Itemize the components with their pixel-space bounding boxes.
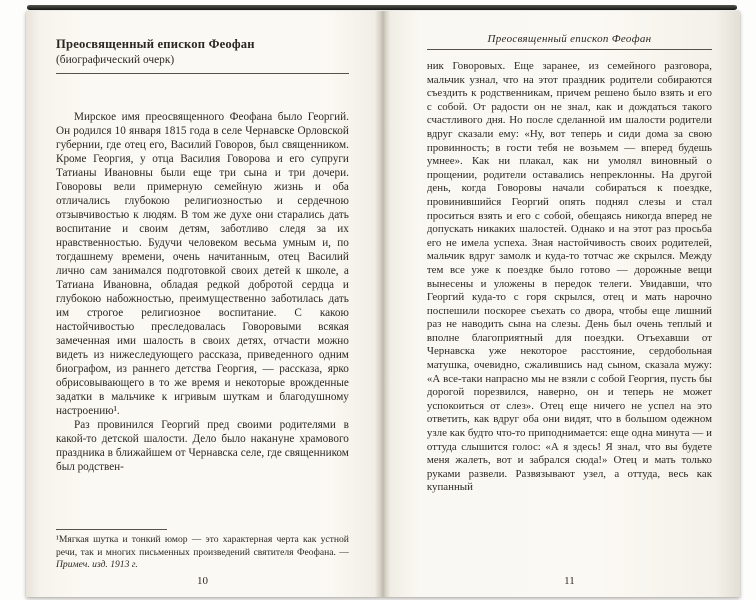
header-rule <box>56 73 349 74</box>
header-rule <box>427 49 712 50</box>
book-gutter <box>375 11 391 597</box>
footnote <box>56 529 349 571</box>
page-right <box>391 11 740 597</box>
page-number-right: 11 <box>564 575 575 587</box>
open-book <box>26 5 740 597</box>
book-cover-top-edge <box>27 5 737 10</box>
paragraph: Мирское имя преосвященного Феофана было Георгий. Он родился 10 января 1815 года в селе Чернавске Орловской губернии, где отец его, Василий Говоров, был священником. Кроме Георгия, у отца Василия Говорова и его супруги Татианы Ивановны были еще три сына и три дочери. Говоровы вели примерную семейную жизнь и оба отличались глубокою религиозностью и сердечною отзывчивостью к людям. В том же духе они старались дать воспитание и своим детям, заботливо следя за их нравственностью. Будучи человеком весьма умным и, по тогдашнему времени, очень начитанным, отец Василий лично сам занимался подготовкой своих детей к школе, а Татиана Ивановна, обладая редкой добротой сердца и глубокою набожностью, преимущественно заботилась дать им строгое религиозное воспитание. С какою настойчивостью преследовалась Говоровыми всякая замеченная ими шалость в своих детях, отчасти можно видеть из нижеследующего рассказа, приведенного одним биографом, из раннего детства Георгия, — рассказа, ярко обрисовывающего в то же время и некоторые врожденные задатки в мальчике к игривым шуткам и благодушному настроению¹. <box>56 111 349 417</box>
running-header <box>427 33 712 50</box>
footnote-text: ¹Мягкая шутка и тонкий юмор — это характерная черта как устной речи, так и многих письменных произведений святителя Феофана. — <box>56 534 349 558</box>
page-body <box>427 60 712 571</box>
chapter-subtitle: (биографический очерк) <box>56 54 175 66</box>
page-left <box>26 11 375 597</box>
chapter-header <box>56 37 349 74</box>
paragraph: ник Говоровых. Еще заранее, из семейного разговора, мальчик узнал, что на этот праздник родители собираются съездить к родственникам, причем решено было взять и его с собой. От радости он не знал, как и дождаться такого счастливого дня. Но после сделанной им шалости родители вдруг сказали ему: «Ну, вот теперь и сиди дома за свою провинность; в гости тебя не возьмем — вперед будешь умнее». Как ни плакал, как ни умолял виновный о прощении, родители оставались непреклонны. На другой день, когда Говоровы начали собираться к поездке, провинившийся Георгий опять поднял слезы и стал проситься взять и его с собой, обещаясь никогда вперед не допускать никаких шалостей. Однако и на этот раз просьба его не имела успеха. Зная настойчивость своих родителей, мальчик вдруг замолк и куда-то тотчас же скрылся. Между тем все уже к поездке было готово — дорожные вещи вынесены и уложены в передок телеги. Увидавши, что Георгий куда-то с горя скрылся, отец и мать нарочно поспешили поскорее съехать со двора, чтобы еще лишний раз не наводить сына на слезы. День был очень теплый и вполне благоприятный для поездки. Отъехавши от Чернавска уже некоторое расстояние, сердобольная матушка, очевидно, сжалившись над сыном, сказала мужу: «А все-таки напрасно мы не взяли с собой Георгия, пусть бы дорогой порезвился, наверно, он и теперь не может успокоиться от слез». Отец еще ничего не успел на это ответить, как вдруг оба они видят, что в большом одежном узле как будто что-то приподнимается: еще одна минута — и оттуда слышится голос: «А я здесь! Я знал, что вы будете меня жалеть, вот и забрался сюда!» Отец и мать только руками развели. Развязывают узел, а оттуда, весь как купанный <box>426 60 712 494</box>
footnote-source: Примеч. изд. 1913 г. <box>56 558 138 570</box>
running-header-text: Преосвященный епископ Феофан <box>487 33 652 45</box>
page-body <box>56 110 349 523</box>
book-pages <box>26 11 740 597</box>
paragraph: Раз провинился Георгий пред своими родителями в какой-то детской шалости. Дело было накануне храмового праздника в ближайшем от Чернавска селе, где священником был родствен- <box>56 419 349 473</box>
footnote-rule <box>56 529 167 530</box>
chapter-title: Преосвященный епископ Феофан <box>56 37 255 51</box>
page-number-left: 10 <box>196 575 208 587</box>
